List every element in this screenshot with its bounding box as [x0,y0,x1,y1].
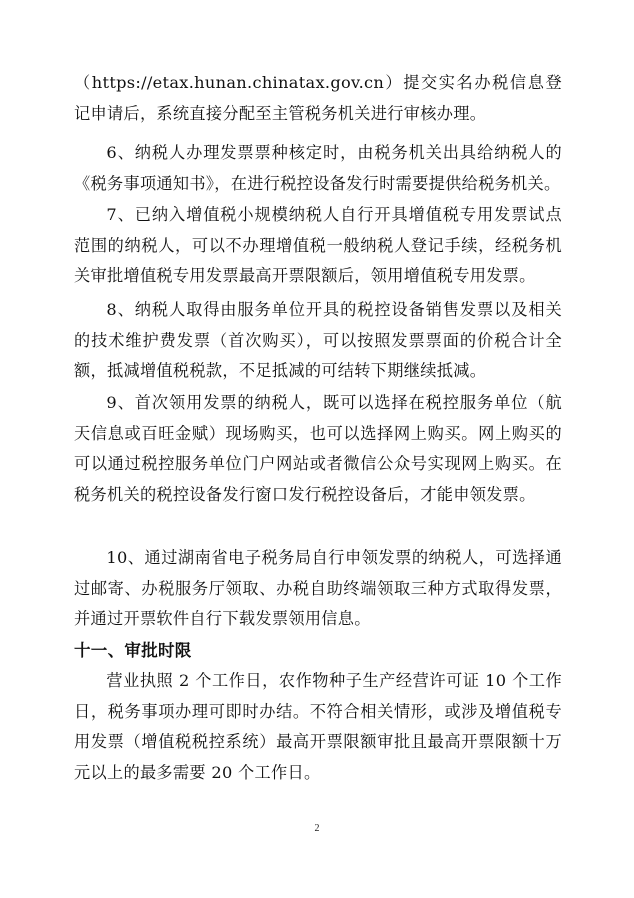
paragraph-item-7: 7、已纳入增值税小规模纳税人自行开具增值税专用发票试点范围的纳税人，可以不办理增值税一般纳税人登记手续，经税务机关审批增值税专用发票最高开票限额后，领用增值税专用发票。 [74,205,562,286]
paragraph-item-6: 6、纳税人办理发票票种核定时，由税务机关出具给纳税人的《税务事项通知书》，在进行税控设备发行时需要提供给税务机关。 [74,143,562,193]
paragraph-approval-time-limit: 营业执照 2 个工作日，农作物种子生产经营许可证 10 个工作日，税务事项办理可即时办结。不符合相关情形，或涉及增值税专用发票（增值税税控系统）最高开票限额审批且最高开票限额十万元以上的最多需要 20 个工作日。 [74,671,562,782]
paragraph-registration-continuation: （https://etax.hunan.chinatax.gov.cn）提交实名办税信息登记申请后，系统直接分配至主管税务机关进行审核办理。 [74,73,562,123]
paragraph-item-10: 10、通过湖南省电子税务局自行申领发票的纳税人，可选择通过邮寄、办税服务厅领取、办税自助终端领取三种方式取得发票，并通过开票软件自行下载发票领用信息。 [74,548,562,629]
section-heading-approval-time-limit: 十一、审批时限 [74,641,192,660]
paragraph-item-8: 8、纳税人取得由服务单位开具的税控设备销售发票以及相关的技术维护费发票（首次购买），可以按照发票票面的价税合计全额，抵减增值税税款，不足抵减的可结转下期继续抵减。 [74,300,562,381]
page-number: 2 [314,823,320,834]
paragraph-item-9: 9、首次领用发票的纳税人，既可以选择在税控服务单位（航天信息或百旺金赋）现场购买，也可以选择网上购买。网上购买的可以通过税控服务单位门户网站或者微信公众号实现网上购买。在税务机关的税控设备发行窗口发行税控设备后，才能申领发票。 [74,393,562,504]
